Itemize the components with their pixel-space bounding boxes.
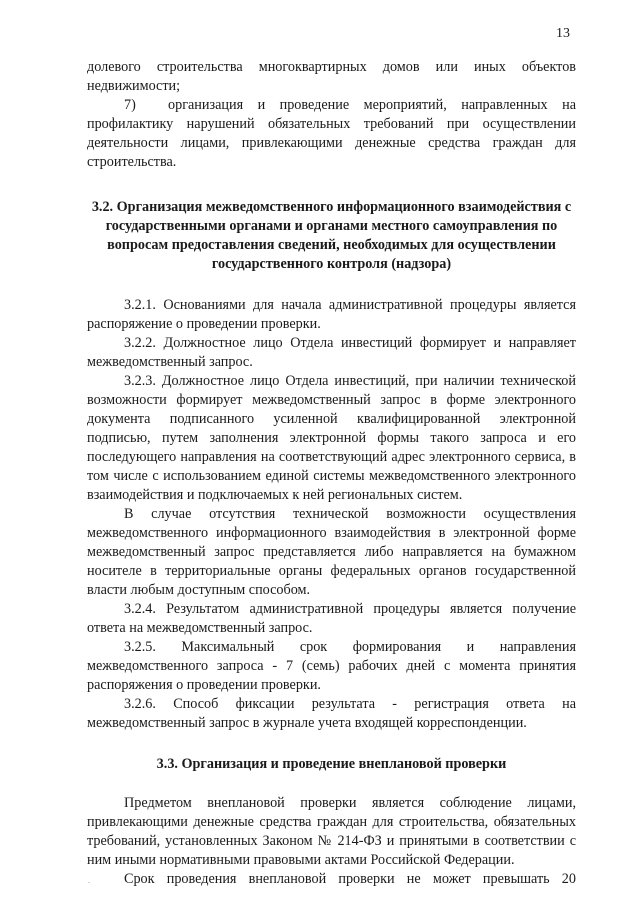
paragraph-3-2-5: 3.2.5. Максимальный срок формирования и направления межведомственного запроса - 7 (семь) рабочих дней с момента принятия распоряжения о проведении проверки. [87, 639, 576, 693]
paragraph-3-2-4: 3.2.4. Результатом административной процедуры является получение ответа на межведомственный запрос. [87, 601, 576, 636]
paragraph-3-2-2: 3.2.2. Должностное лицо Отдела инвестиций формирует и направляет межведомственный запрос. [87, 335, 576, 370]
section-3-2-title: 3.2. Организация межведомственного информационного взаимодействия с государственными органами и органами местного самоуправления по вопросам предоставления сведений, необходимых для осуществлении государственного контроля (надзора) [91, 199, 572, 272]
paragraph-item-7 [87, 96, 576, 172]
paragraph-3-2-6: 3.2.6. Способ фиксации результата - регистрация ответа на межведомственный запрос в журнале учета входящей корреспонденции. [87, 696, 576, 731]
paragraph-continuation: долевого строительства многоквартирных домов или иных объектов недвижимости; [87, 59, 576, 94]
scan-mark: . [88, 876, 90, 885]
document-body [87, 58, 576, 889]
item-7-text: организация и проведение мероприятий, направленных на профилактику нарушений обязательных требований при осуществлении деятельности лицами, привлекающими денежные средства граждан для строительства. [87, 97, 576, 170]
section-3-3-title: 3.3. Организация и проведение внеплановой проверки [156, 756, 507, 772]
page-number: 13 [556, 26, 570, 41]
paragraph-inspection-subject: Предметом внеплановой проверки является соблюдение лицами, привлекающими денежные средства граждан для строительства, обязательных требований, установленных Законом № 214-ФЗ и принятыми в соответствии с ним иными нормативными правовыми актами Российской Федерации. [87, 795, 576, 868]
paragraph-3-2-3: 3.2.3. Должностное лицо Отдела инвестиций, при наличии технической возможности формирует межведомственный запрос в форме электронного документа подписанного усиленной квалифицированной электронной подписью, путем заполнения электронной формы такого запроса и его последующего направления на соответствующий адрес электронного сервиса, в том числе с использованием единой системы межведомственного электронного взаимодействия и подключаемых к ней региональных систем. [87, 373, 576, 503]
paragraph-inspection-term: Срок проведения внеплановой проверки не может превышать 20 [124, 871, 576, 887]
item-7-number: 7) [124, 97, 136, 113]
paragraph-no-technical-possibility: В случае отсутствия технической возможности осуществления межведомственного информационного взаимодействия в электронной форме межведомственный запрос представляется либо направляется на бумажном носителе в территориальные органы федеральных органов государственной власти любым доступным способом. [87, 506, 576, 598]
paragraph-3-2-1: 3.2.1. Основаниями для начала административной процедуры является распоряжение о проведении проверки. [87, 297, 576, 332]
